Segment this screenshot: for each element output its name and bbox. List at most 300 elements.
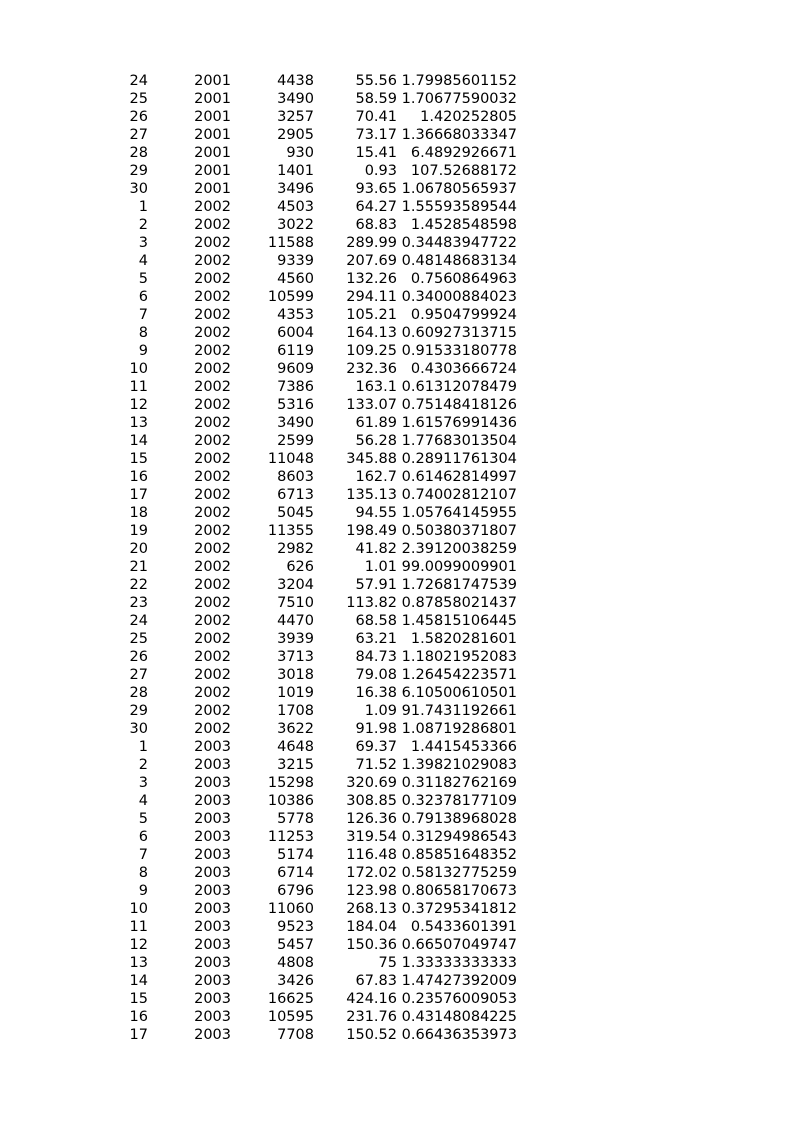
table-cell: 2002 xyxy=(194,685,231,701)
table-cell: 0.50380371807 xyxy=(401,523,517,539)
table-row xyxy=(0,162,793,180)
table-row xyxy=(0,144,793,162)
table-row xyxy=(0,774,793,792)
table-cell: 2002 xyxy=(194,433,231,449)
table-cell: 3490 xyxy=(277,91,314,107)
table-row xyxy=(0,252,793,270)
table-cell: 231.76 xyxy=(346,1009,397,1025)
table-cell: 30 xyxy=(129,721,148,737)
table-cell: 0.28911761304 xyxy=(401,451,517,467)
table-cell: 11060 xyxy=(267,901,314,917)
table-cell: 75 xyxy=(378,955,397,971)
table-cell: 17 xyxy=(129,1027,148,1043)
table-cell: 25 xyxy=(129,91,148,107)
table-row xyxy=(0,180,793,198)
table-cell: 1.55593589544 xyxy=(401,199,517,215)
table-cell: 2002 xyxy=(194,361,231,377)
table-cell: 9339 xyxy=(277,253,314,269)
table-cell: 2003 xyxy=(194,937,231,953)
table-cell: 1.26454223571 xyxy=(401,667,517,683)
table-cell: 26 xyxy=(129,109,148,125)
table-cell: 3257 xyxy=(277,109,314,125)
table-cell: 1.45815106445 xyxy=(401,613,517,629)
table-cell: 11 xyxy=(129,379,148,395)
table-cell: 2002 xyxy=(194,379,231,395)
table-cell: 2002 xyxy=(194,217,231,233)
table-cell: 162.7 xyxy=(355,469,397,485)
table-cell: 1.39821029083 xyxy=(401,757,517,773)
table-cell: 61.89 xyxy=(355,415,397,431)
table-cell: 9523 xyxy=(277,919,314,935)
table-cell: 22 xyxy=(129,577,148,593)
table-cell: 626 xyxy=(286,559,314,575)
table-cell: 2002 xyxy=(194,271,231,287)
table-row xyxy=(0,594,793,612)
table-cell: 2003 xyxy=(194,811,231,827)
table-cell: 2003 xyxy=(194,757,231,773)
table-cell: 2003 xyxy=(194,1009,231,1025)
table-cell: 1019 xyxy=(277,685,314,701)
table-row xyxy=(0,270,793,288)
table-cell: 6 xyxy=(138,829,148,845)
table-cell: 0.43148084225 xyxy=(401,1009,517,1025)
table-cell: 424.16 xyxy=(346,991,397,1007)
table-cell: 15 xyxy=(129,991,148,1007)
table-cell: 289.99 xyxy=(346,235,397,251)
table-cell: 1 xyxy=(138,739,148,755)
table-cell: 70.41 xyxy=(355,109,397,125)
table-cell: 4438 xyxy=(277,73,314,89)
table-row xyxy=(0,450,793,468)
table-cell: 2599 xyxy=(277,433,314,449)
table-row xyxy=(0,360,793,378)
table-cell: 4 xyxy=(138,253,148,269)
table-row xyxy=(0,702,793,720)
table-cell: 16 xyxy=(129,469,148,485)
table-cell: 13 xyxy=(129,415,148,431)
table-cell: 93.65 xyxy=(355,181,397,197)
table-cell: 28 xyxy=(129,685,148,701)
table-cell: 3622 xyxy=(277,721,314,737)
table-cell: 0.61312078479 xyxy=(401,379,517,395)
table-cell: 2002 xyxy=(194,577,231,593)
table-row xyxy=(0,1008,793,1026)
table-cell: 7 xyxy=(138,307,148,323)
table-cell: 1.05764145955 xyxy=(401,505,517,521)
table-cell: 8 xyxy=(138,865,148,881)
table-cell: 0.5433601391 xyxy=(410,919,517,935)
table-cell: 0.32378177109 xyxy=(401,793,517,809)
table-cell: 13 xyxy=(129,955,148,971)
table-cell: 63.21 xyxy=(355,631,397,647)
table-row xyxy=(0,324,793,342)
table-row xyxy=(0,900,793,918)
table-cell: 68.58 xyxy=(355,613,397,629)
table-cell: 0.60927313715 xyxy=(401,325,517,341)
table-cell: 2002 xyxy=(194,487,231,503)
table-cell: 2002 xyxy=(194,289,231,305)
table-row xyxy=(0,90,793,108)
table-cell: 268.13 xyxy=(346,901,397,917)
table-cell: 1.5820281601 xyxy=(410,631,517,647)
table-row xyxy=(0,1026,793,1044)
table-cell: 116.48 xyxy=(346,847,397,863)
table-cell: 3426 xyxy=(277,973,314,989)
table-cell: 20 xyxy=(129,541,148,557)
table-cell: 1708 xyxy=(277,703,314,719)
table-cell: 2001 xyxy=(194,127,231,143)
table-cell: 2002 xyxy=(194,595,231,611)
table-cell: 3204 xyxy=(277,577,314,593)
table-cell: 73.17 xyxy=(355,127,397,143)
table-cell: 163.1 xyxy=(355,379,397,395)
table-cell: 1.08719286801 xyxy=(401,721,517,737)
table-cell: 2003 xyxy=(194,883,231,899)
table-cell: 0.80658170673 xyxy=(401,883,517,899)
table-cell: 25 xyxy=(129,631,148,647)
table-cell: 8603 xyxy=(277,469,314,485)
table-row xyxy=(0,756,793,774)
table-cell: 1.4415453366 xyxy=(410,739,517,755)
table-cell: 2001 xyxy=(194,91,231,107)
table-cell: 0.79138968028 xyxy=(401,811,517,827)
table-cell: 198.49 xyxy=(346,523,397,539)
table-cell: 14 xyxy=(129,433,148,449)
table-cell: 5045 xyxy=(277,505,314,521)
table-cell: 4 xyxy=(138,793,148,809)
table-cell: 3713 xyxy=(277,649,314,665)
table-cell: 0.66436353973 xyxy=(401,1027,517,1043)
table-cell: 57.91 xyxy=(355,577,397,593)
data-table xyxy=(0,72,793,1044)
table-cell: 105.21 xyxy=(346,307,397,323)
table-cell: 2001 xyxy=(194,109,231,125)
table-cell: 11 xyxy=(129,919,148,935)
table-cell: 15298 xyxy=(267,775,314,791)
table-cell: 10599 xyxy=(267,289,314,305)
table-row xyxy=(0,396,793,414)
table-cell: 184.04 xyxy=(346,919,397,935)
table-row xyxy=(0,882,793,900)
table-cell: 3490 xyxy=(277,415,314,431)
table-cell: 6.10500610501 xyxy=(401,685,517,701)
table-row xyxy=(0,216,793,234)
table-row xyxy=(0,666,793,684)
table-row xyxy=(0,432,793,450)
table-cell: 23 xyxy=(129,595,148,611)
table-cell: 135.13 xyxy=(346,487,397,503)
table-cell: 1.18021952083 xyxy=(401,649,517,665)
table-cell: 0.4303666724 xyxy=(410,361,517,377)
table-cell: 29 xyxy=(129,703,148,719)
table-cell: 1.79985601152 xyxy=(401,73,517,89)
table-cell: 2002 xyxy=(194,469,231,485)
table-cell: 94.55 xyxy=(355,505,397,521)
table-cell: 5778 xyxy=(277,811,314,827)
table-row xyxy=(0,576,793,594)
table-row xyxy=(0,558,793,576)
table-cell: 6796 xyxy=(277,883,314,899)
table-cell: 3022 xyxy=(277,217,314,233)
table-cell: 232.36 xyxy=(346,361,397,377)
table-cell: 2 xyxy=(138,757,148,773)
table-row xyxy=(0,792,793,810)
table-cell: 133.07 xyxy=(346,397,397,413)
table-cell: 6004 xyxy=(277,325,314,341)
table-cell: 2001 xyxy=(194,73,231,89)
table-cell: 0.31294986543 xyxy=(401,829,517,845)
table-cell: 9 xyxy=(138,883,148,899)
table-cell: 21 xyxy=(129,559,148,575)
table-cell: 5174 xyxy=(277,847,314,863)
table-row xyxy=(0,108,793,126)
table-cell: 16625 xyxy=(267,991,314,1007)
table-cell: 1.06780565937 xyxy=(401,181,517,197)
table-cell: 3018 xyxy=(277,667,314,683)
table-cell: 99.0099009901 xyxy=(401,559,517,575)
table-row xyxy=(0,504,793,522)
table-cell: 345.88 xyxy=(346,451,397,467)
table-cell: 0.23576009053 xyxy=(401,991,517,1007)
table-cell: 2003 xyxy=(194,991,231,1007)
table-cell: 2002 xyxy=(194,235,231,251)
table-row xyxy=(0,306,793,324)
table-cell: 5 xyxy=(138,271,148,287)
table-cell: 68.83 xyxy=(355,217,397,233)
table-row xyxy=(0,414,793,432)
table-cell: 67.83 xyxy=(355,973,397,989)
table-cell: 0.66507049747 xyxy=(401,937,517,953)
table-row xyxy=(0,990,793,1008)
table-cell: 2002 xyxy=(194,559,231,575)
table-cell: 4353 xyxy=(277,307,314,323)
table-cell: 150.36 xyxy=(346,937,397,953)
table-cell: 2002 xyxy=(194,703,231,719)
table-row xyxy=(0,378,793,396)
table-cell: 1401 xyxy=(277,163,314,179)
table-cell: 0.85851648352 xyxy=(401,847,517,863)
table-cell: 2003 xyxy=(194,865,231,881)
table-cell: 6.4892926671 xyxy=(410,145,517,161)
table-cell: 2002 xyxy=(194,523,231,539)
table-cell: 24 xyxy=(129,73,148,89)
table-cell: 2002 xyxy=(194,397,231,413)
table-cell: 2002 xyxy=(194,505,231,521)
table-cell: 6714 xyxy=(277,865,314,881)
table-cell: 84.73 xyxy=(355,649,397,665)
table-cell: 2001 xyxy=(194,145,231,161)
table-cell: 5316 xyxy=(277,397,314,413)
table-row xyxy=(0,540,793,558)
table-cell: 3496 xyxy=(277,181,314,197)
table-row xyxy=(0,720,793,738)
table-cell: 126.36 xyxy=(346,811,397,827)
table-row xyxy=(0,846,793,864)
table-row xyxy=(0,648,793,666)
table-cell: 11588 xyxy=(267,235,314,251)
table-cell: 10 xyxy=(129,361,148,377)
table-cell: 10595 xyxy=(267,1009,314,1025)
table-cell: 5457 xyxy=(277,937,314,953)
table-cell: 1.01 xyxy=(364,559,397,575)
table-cell: 0.75148418126 xyxy=(401,397,517,413)
table-cell: 5 xyxy=(138,811,148,827)
table-cell: 1.47427392009 xyxy=(401,973,517,989)
table-cell: 18 xyxy=(129,505,148,521)
table-cell: 2.39120038259 xyxy=(401,541,517,557)
table-cell: 2002 xyxy=(194,631,231,647)
table-cell: 1.420252805 xyxy=(420,109,517,125)
table-cell: 1.4528548598 xyxy=(410,217,517,233)
table-cell: 2002 xyxy=(194,307,231,323)
table-cell: 2002 xyxy=(194,451,231,467)
table-cell: 3939 xyxy=(277,631,314,647)
table-cell: 1.09 xyxy=(364,703,397,719)
table-cell: 4470 xyxy=(277,613,314,629)
table-row xyxy=(0,972,793,990)
table-cell: 16 xyxy=(129,1009,148,1025)
table-cell: 0.87858021437 xyxy=(401,595,517,611)
table-cell: 0.58132775259 xyxy=(401,865,517,881)
table-row xyxy=(0,954,793,972)
table-cell: 2003 xyxy=(194,829,231,845)
table-cell: 30 xyxy=(129,181,148,197)
table-cell: 123.98 xyxy=(346,883,397,899)
table-cell: 64.27 xyxy=(355,199,397,215)
table-cell: 0.9504799924 xyxy=(410,307,517,323)
table-cell: 207.69 xyxy=(346,253,397,269)
table-cell: 2 xyxy=(138,217,148,233)
table-cell: 55.56 xyxy=(355,73,397,89)
table-cell: 69.37 xyxy=(355,739,397,755)
table-cell: 172.02 xyxy=(346,865,397,881)
table-cell: 4648 xyxy=(277,739,314,755)
table-cell: 2982 xyxy=(277,541,314,557)
table-cell: 26 xyxy=(129,649,148,665)
table-cell: 107.52688172 xyxy=(410,163,517,179)
table-cell: 2003 xyxy=(194,847,231,863)
table-cell: 4503 xyxy=(277,199,314,215)
table-cell: 2003 xyxy=(194,1027,231,1043)
table-cell: 0.91533180778 xyxy=(401,343,517,359)
table-cell: 8 xyxy=(138,325,148,341)
table-cell: 2003 xyxy=(194,775,231,791)
table-cell: 0.31182762169 xyxy=(401,775,517,791)
table-cell: 2002 xyxy=(194,199,231,215)
table-cell: 11048 xyxy=(267,451,314,467)
table-cell: 2002 xyxy=(194,253,231,269)
table-cell: 17 xyxy=(129,487,148,503)
table-cell: 2002 xyxy=(194,721,231,737)
table-cell: 1.70677590032 xyxy=(401,91,517,107)
table-cell: 1.77683013504 xyxy=(401,433,517,449)
table-cell: 56.28 xyxy=(355,433,397,449)
table-cell: 2002 xyxy=(194,613,231,629)
table-cell: 1.36668033347 xyxy=(401,127,517,143)
table-cell: 113.82 xyxy=(346,595,397,611)
table-row xyxy=(0,72,793,90)
table-cell: 0.48148683134 xyxy=(401,253,517,269)
table-cell: 2002 xyxy=(194,649,231,665)
table-cell: 164.13 xyxy=(346,325,397,341)
table-cell: 2002 xyxy=(194,343,231,359)
table-cell: 14 xyxy=(129,973,148,989)
table-cell: 2003 xyxy=(194,739,231,755)
table-cell: 930 xyxy=(286,145,314,161)
table-cell: 12 xyxy=(129,397,148,413)
table-cell: 10386 xyxy=(267,793,314,809)
table-cell: 150.52 xyxy=(346,1027,397,1043)
table-cell: 9 xyxy=(138,343,148,359)
table-cell: 0.61462814997 xyxy=(401,469,517,485)
table-cell: 0.37295341812 xyxy=(401,901,517,917)
table-row xyxy=(0,684,793,702)
table-cell: 71.52 xyxy=(355,757,397,773)
table-cell: 1.33333333333 xyxy=(401,955,517,971)
table-row xyxy=(0,198,793,216)
table-cell: 109.25 xyxy=(346,343,397,359)
table-row xyxy=(0,288,793,306)
table-cell: 0.34000884023 xyxy=(401,289,517,305)
table-cell: 6119 xyxy=(277,343,314,359)
table-cell: 15.41 xyxy=(355,145,397,161)
table-cell: 15 xyxy=(129,451,148,467)
table-row xyxy=(0,126,793,144)
table-cell: 2003 xyxy=(194,919,231,935)
table-cell: 11253 xyxy=(267,829,314,845)
table-cell: 2001 xyxy=(194,181,231,197)
table-row xyxy=(0,810,793,828)
table-cell: 308.85 xyxy=(346,793,397,809)
table-cell: 12 xyxy=(129,937,148,953)
table-row xyxy=(0,612,793,630)
table-cell: 2002 xyxy=(194,415,231,431)
table-cell: 2001 xyxy=(194,163,231,179)
table-cell: 0.74002812107 xyxy=(401,487,517,503)
table-cell: 7386 xyxy=(277,379,314,395)
table-cell: 2002 xyxy=(194,325,231,341)
table-cell: 19 xyxy=(129,523,148,539)
table-cell: 1.72681747539 xyxy=(401,577,517,593)
table-cell: 320.69 xyxy=(346,775,397,791)
table-cell: 9609 xyxy=(277,361,314,377)
table-cell: 0.7560864963 xyxy=(410,271,517,287)
table-cell: 294.11 xyxy=(346,289,397,305)
table-cell: 91.98 xyxy=(355,721,397,737)
table-row xyxy=(0,522,793,540)
table-cell: 27 xyxy=(129,127,148,143)
table-cell: 2003 xyxy=(194,955,231,971)
table-cell: 2003 xyxy=(194,901,231,917)
table-cell: 3 xyxy=(138,235,148,251)
table-cell: 27 xyxy=(129,667,148,683)
table-row xyxy=(0,918,793,936)
table-cell: 7510 xyxy=(277,595,314,611)
table-cell: 6713 xyxy=(277,487,314,503)
table-cell: 132.26 xyxy=(346,271,397,287)
table-cell: 91.7431192661 xyxy=(401,703,517,719)
table-cell: 2002 xyxy=(194,667,231,683)
table-cell: 0.34483947722 xyxy=(401,235,517,251)
table-cell: 29 xyxy=(129,163,148,179)
table-cell: 3215 xyxy=(277,757,314,773)
table-cell: 319.54 xyxy=(346,829,397,845)
table-cell: 2905 xyxy=(277,127,314,143)
table-cell: 11355 xyxy=(267,523,314,539)
table-cell: 41.82 xyxy=(355,541,397,557)
table-row xyxy=(0,234,793,252)
table-cell: 2003 xyxy=(194,793,231,809)
